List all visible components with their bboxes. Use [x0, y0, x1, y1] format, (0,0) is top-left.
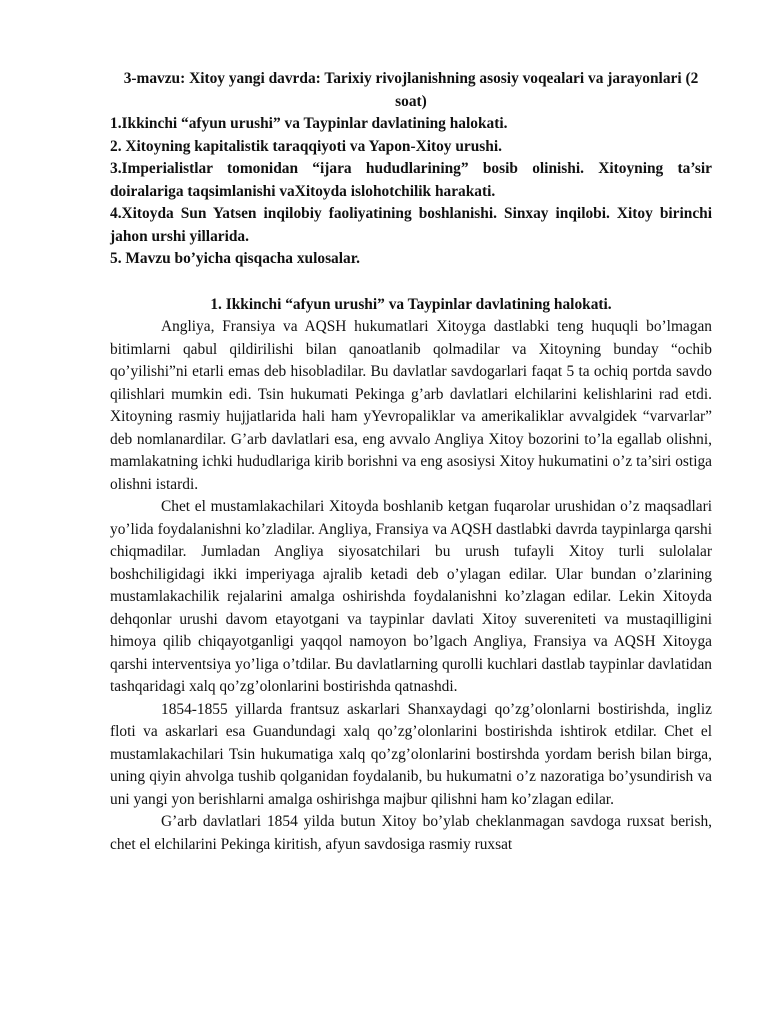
body-paragraph: Chet el mustamlakachilari Xitoyda boshlanib ketgan fuqarolar urushidan o’z maqsadlari yo’lida foydalanishni ko’zladilar. Angliya, Fransiya va AQSH dastlabki davrda taypinlarga qarshi chiqmadilar. Jumladan Angliya siyosatchilari bu urush tufayli Xitoy turli sulolalar boshchiligidagi ikki imperiyaga ajralib ketadi deb o’ylagan edilar. Ular bundan o’zlarining mustamlakachilik rejalarini amalga oshirishda foydalanishni ko’zlagan edilar. Lekin Xitoyda dehqonlar urushi davom etayotgani va taypinlar davlati Xitoy suvereniteti va mustaqilligini himoya qilib chiqayotganligi yaqqol namoyon bo’lgach Angliya, Fransiya va AQSH Xitoyga qarshi interventsiya yo’liga o’tdilar. Bu davlatlarning qurolli kuchlari dastlab taypinlar davlatidan tashqaridagi xalq qo’zg’olonlarini bostirishda qatnashdi.	[110, 498, 712, 695]
outline-item: 4.Xitoyda Sun Yatsen inqilobiy faoliyatining boshlanishi. Sinxay inqilobi. Xitoy birinchi jahon urshi yillarida.	[110, 205, 712, 245]
outline-item: 2. Xitoyning kapitalistik taraqqiyoti va Yapon-Xitoy urushi.	[110, 137, 502, 155]
outline-item: 5. Mavzu bo’yicha qisqacha xulosalar.	[110, 250, 360, 267]
outline-item: 1.Ikkinchi “afyun urushi” va Taypinlar davlatining halokati.	[110, 115, 508, 132]
body-paragraph: 1854-1855 yillarda frantsuz askarlari Shanxaydagi qo’zg’olonlarni bostirishda, ingliz floti va askarlari esa Guandundagi xalq qo’zg’olonlarini bostirishda ishtirok etdilar. Chet el mustamlakachilari Tsin hukumatiga xalq qo’zg’olonlarini bostirshda yordam berish bilan birga, uning qiyin ahvolga tushib qolganidan foydalanib, bu hukumatni o’z nazoratiga bo’ysundirish va uni yangi yon berishlarni amalga oshirishga majbur qilishni ham ko’zlagan edilar.	[110, 700, 712, 808]
document-title: 3-mavzu: Xitoy yangi davrda: Tarixiy rivojlanishning asosiy voqealari va jarayonlari (2 soat)	[123, 70, 699, 110]
outline-item: 3.Imperialistlar tomonidan “ijara hududlarining” bosib olinishi. Xitoyning ta’sir doiralariga taqsimlanishi vaXitoyda islohotchilik harakati.	[110, 160, 712, 200]
topic-outline	[110, 113, 712, 271]
section-heading: 1. Ikkinchi “afyun urushi” va Taypinlar davlatining halokati.	[210, 295, 612, 313]
body-paragraph: Angliya, Fransiya va AQSH hukumatlari Xitoyga dastlabki teng huquqli bo’lmagan bitimlarni qabul qildirilishi bilan qanoatlanib qolmadilar va Xitoyning bunday “ochib qo’yilishi”ni etarli emas deb hisobladilar. Bu davlatlar savdogarlari faqat 5 ta ochiq portda savdo qilishlari mumkin edi. Tsin hukumati Pekinga g’arb davlatlari elchilarini kelishlarini rad etdi. Xitoyning rasmiy hujjatlarida hali ham yYevropaliklar va amerikaliklar avvalgidek “varvarlar” deb nomlanardilar. G’arb davlatlari esa, eng avvalo Angliya Xitoy bozorini to’la egallab olishni, mamlakatning ichki hududlariga kirib borishni va eng asosiysi Xitoy hukumatini o’z ta’siri ostiga olishni istardi.	[110, 318, 712, 493]
document-page	[110, 68, 712, 856]
body-paragraph: G’arb davlatlari 1854 yilda butun Xitoy bo’ylab cheklanmagan savdoga ruxsat berish, chet el elchilarini Pekinga kiritish, afyun savdosiga rasmiy ruxsat	[110, 813, 712, 853]
